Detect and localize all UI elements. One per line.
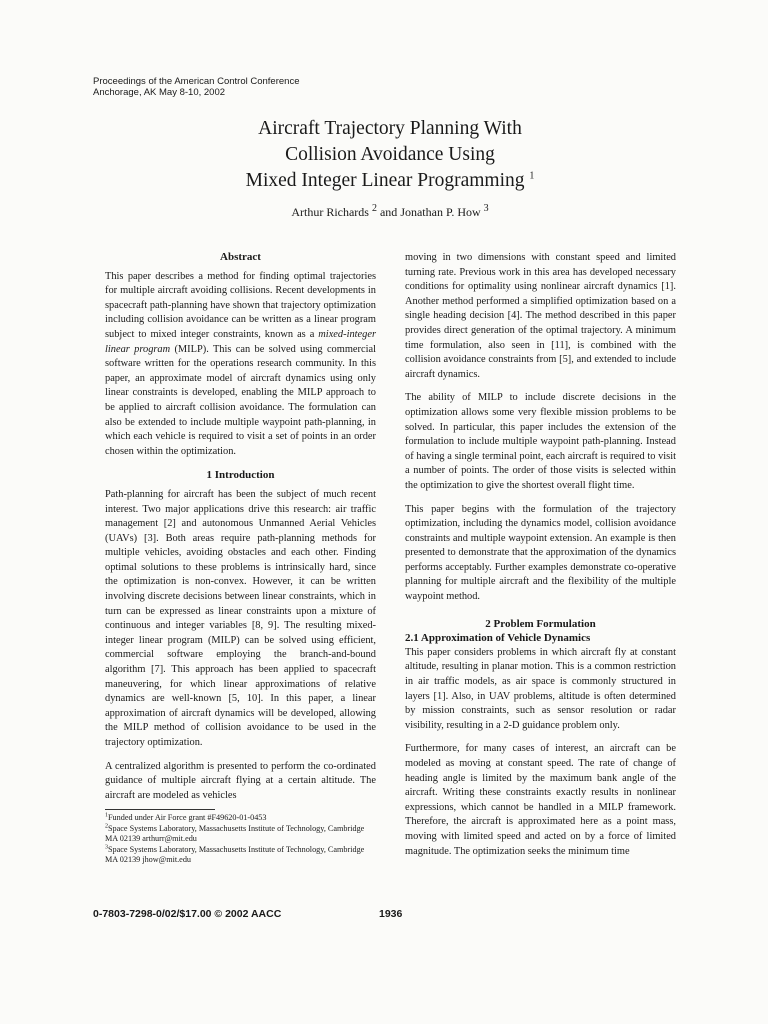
intro-paragraph-1: Path-planning for aircraft has been the subject of much recent interest. Two major applications drive this research: air traffic management [2] and autonomous Unmanned Aerial Vehicles (UAVs) [3]. Both areas require path-planning methods for multiple vehicles, avoiding obstacles and each other. Finding optimal solutions to these problems is intrinsically hard, since the optimization is non-convex. However, it can be written involving discrete decisions between linear constraints, which in turn can be expressed as linear constraints upon a mixture of continuous and integer variables [8, 9]. The resulting mixed-integer linear program (MILP) can be solved using efficient, commercial software employing the branch-and-bound algorithm [7]. This approach has been applied to spacecraft maneuvering, for which linear approximations of relative dynamics are well-known [5, 10]. In this paper, a linear approximation of aircraft dynamics will be developed, allowing the MILP method of collision avoidance to be used in the trajectory optimization.	[105, 488, 376, 748]
intro-paragraph-2: A centralized algorithm is presented to perform the co-ordinated guidance of multiple aircraft flying at a certain altitude. The aircraft are modeled as vehicles	[105, 760, 376, 801]
right-paragraph-3: This paper begins with the formulation of the trajectory optimization, including the dynamics model, collision avoidance constraints and multiple waypoint extension. An example is then presented to demonstrate that the approximation of the dynamics performs acceptably. Further examples demonstrate co-operative planning for multiple aircraft and the flexibility of the multiple waypoint method.	[405, 503, 676, 603]
author-2: Jonathan P. How	[400, 205, 481, 219]
left-column	[105, 250, 376, 866]
conference-location: Anchorage, AK May 8-10, 2002	[93, 87, 226, 98]
author-list	[100, 205, 680, 220]
title-line-2: Collision Avoidance Using	[285, 144, 495, 165]
abstract-text: This paper describes a method for finding optimal trajectories for multiple aircraft avoiding collisions. Recent developments in spacecraft path-planning have shown that trajectory optimization including collision avoidance can be written as a linear program subject to mixed integer constraints, known as a mixed-integer linear program (MILP). This can be solved using commercial software written for the operations research community. In this paper, an approximate model of aircraft dynamics using only linear constraints is developed, enabling the MILP approach to be applied to aircraft collision avoidance. The formulation can also be extended to include multiple waypoint path-planning, in which each vehicle is required to visit a set of points in an order chosen within the optimization.	[105, 270, 376, 457]
title-line-3: Mixed Integer Linear Programming $^1$	[245, 170, 535, 191]
author-2-mark: 3	[483, 203, 489, 214]
intro-heading: 1 Introduction	[206, 469, 275, 482]
conference-name: Proceedings of the American Control Conference	[93, 76, 300, 87]
right-column	[405, 251, 676, 868]
page-number: 1936	[379, 908, 403, 920]
footnote-rule	[105, 809, 215, 810]
paper-title	[100, 116, 680, 194]
author-1-mark: 2	[371, 203, 377, 214]
section-2-1-heading: 2.1 Approximation of Vehicle Dynamics	[405, 632, 591, 645]
section-2-heading: 2 Problem Formulation	[485, 617, 596, 630]
right-paragraph-1: moving in two dimensions with constant speed and limited turning rate. Previous work in this area has developed necessary conditions for optimality using nonlinear aircraft dynamics [1]. Another method performed a simplified optimization based on a single heading decision [4]. The method described in this paper provides direct generation of the optimal trajectory. A minimum time formulation, also seen in [11], is combined with the collision avoidance constraints from [5], and extended to include aircraft dynamics.	[405, 252, 676, 380]
title-footnote-mark: 1	[529, 170, 535, 182]
footnote-2: $^2$Space Systems Laboratory, Massachusetts Institute of Technology, Cambridge MA 02139 arthurr@mit.edu	[105, 823, 365, 844]
footnote-1: $^1$Funded under Air Force grant #F49620-01-0453	[105, 812, 267, 823]
author-joiner: and	[379, 205, 398, 219]
title-line-1: Aircraft Trajectory Planning With	[258, 118, 522, 139]
right-paragraph-4: This paper considers problems in which aircraft fly at constant altitude, resulting in planar motion. This is a common restriction in air traffic models, as air space is commonly structured in layers [1]. Also, in UAV problems, altitude is often determined by mission constraints, such as sensor resolution or radar visibility, resulting in a 2-D guidance problem only.	[405, 646, 676, 731]
right-paragraph-5: Furthermore, for many cases of interest, an aircraft can be modeled as moving at constant speed. The rate of change of heading angle is limited by the maximum bank angle of the aircraft. Writing these constraints exactly results in nonlinear expressions, which cannot be handled in a MILP framework. Therefore, the aircraft is approximated here as a point mass, moving with limited speed and acted on by a force of limited magnitude. The optimization seeks the minimum time	[405, 743, 676, 857]
isbn-copyright: 0-7803-7298-0/02/$17.00 © 2002 AACC	[93, 908, 282, 920]
footnote-3: $^3$Space Systems Laboratory, Massachusetts Institute of Technology, Cambridge MA 02139 jhow@mit.edu	[105, 844, 365, 865]
conference-header	[93, 76, 299, 98]
author-1: Arthur Richards	[291, 205, 369, 219]
abstract-heading: Abstract	[220, 251, 261, 263]
right-paragraph-2: The ability of MILP to include discrete decisions in the optimization allows some very flexible mission problems to be solved. In particular, this paper includes the extension of the formulation to include multiple waypoint path-planning. Instead of having a single terminal point, each aircraft is required to visit a number of points. The order of those visits is selected within the optimization to give the shortest overall flight time.	[405, 392, 676, 491]
